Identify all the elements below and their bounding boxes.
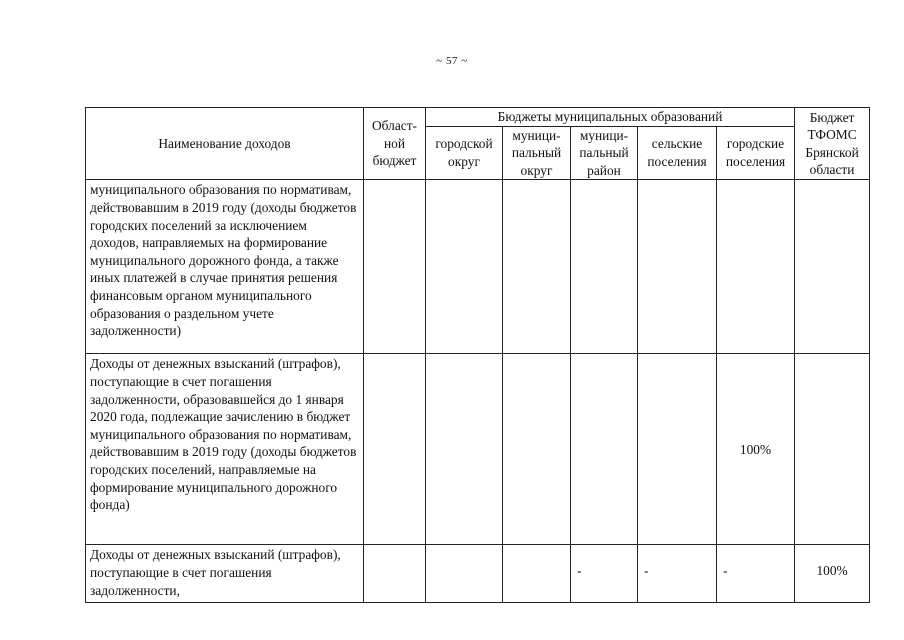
header-municipal-rayon: муници-пальный район	[571, 126, 638, 180]
municipal-rayon-cell	[571, 180, 638, 354]
tfoms-cell	[795, 354, 870, 545]
rural-cell	[638, 180, 717, 354]
tfoms-cell	[795, 180, 870, 354]
header-municipal-okrug: муници-пальный округ	[503, 126, 571, 180]
table-row	[86, 545, 870, 603]
municipal-okrug-cell	[503, 545, 571, 603]
revenue-name-cell: Доходы от денежных взысканий (штрафов), поступающие в счет погашения задолженности, образовавшейся до 1 января 2020 года, подлежащие зачислению в бюджет муниципального образования по нормативам, действовавшим в 2019 году (доходы бюджетов городских поселений, направляемые на формирование муниципального дорожного фонда)	[86, 354, 364, 545]
regional-cell	[364, 354, 426, 545]
revenue-name-cell: Доходы от денежных взысканий (штрафов), поступающие в счет погашения задолженности,	[86, 545, 364, 603]
header-revenue-name: Наименование доходов	[86, 108, 364, 180]
municipal-rayon-cell	[571, 354, 638, 545]
regional-cell	[364, 180, 426, 354]
regional-cell	[364, 545, 426, 603]
tfoms-cell: 100%	[795, 545, 870, 603]
table-row	[86, 354, 870, 545]
urban-cell: -	[717, 545, 795, 603]
table-row	[86, 180, 870, 354]
rural-cell	[638, 354, 717, 545]
header-city-district: городской округ	[426, 126, 503, 180]
municipal-okrug-cell	[503, 180, 571, 354]
city-district-cell	[426, 545, 503, 603]
header-rural-settlements: сельские поселения	[638, 126, 717, 180]
page-number: ~ 57 ~	[436, 55, 468, 67]
rural-cell: -	[638, 545, 717, 603]
urban-cell	[717, 180, 795, 354]
header-tfoms-budget: Бюджет ТФОМС Брянской области	[795, 108, 870, 180]
municipal-okrug-cell	[503, 354, 571, 545]
header-urban-settlements: городские поселения	[717, 126, 795, 180]
city-district-cell	[426, 354, 503, 545]
city-district-cell	[426, 180, 503, 354]
urban-cell: 100%	[717, 354, 795, 545]
header-municipal-budgets: Бюджеты муниципальных образований	[426, 108, 795, 127]
revenue-name-cell: муниципального образования по нормативам, действовавшим в 2019 году (доходы бюджетов городских поселений за исключением доходов, направляемых на формирование муниципального дорожного фонда, а также иных платежей в случае принятия решения финансовым органом муниципального образования о раздельном учете задолженности)	[86, 180, 364, 354]
header-regional-budget: Област-ной бюджет	[364, 108, 426, 180]
revenue-distribution-table	[85, 107, 870, 603]
municipal-rayon-cell: -	[571, 545, 638, 603]
